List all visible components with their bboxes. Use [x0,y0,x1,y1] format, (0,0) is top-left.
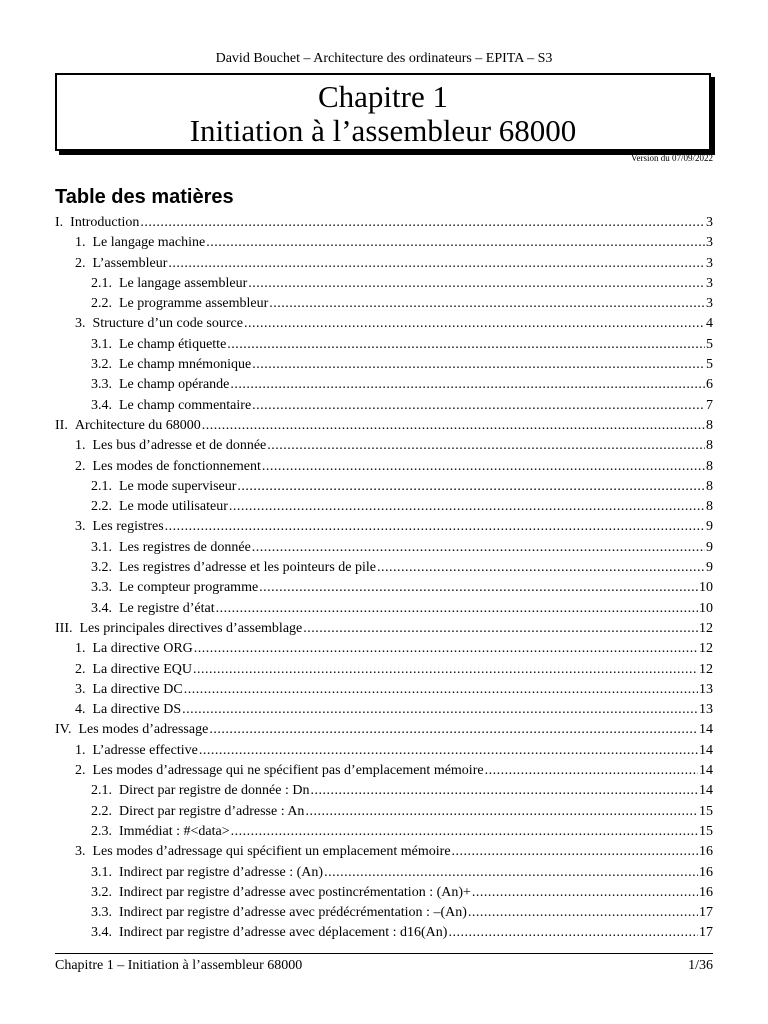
toc-entry-page: 8 [706,438,713,454]
toc-entry-page: 6 [706,377,713,393]
toc-leader-dots [193,660,698,680]
toc-entry-label [55,720,208,740]
toc-entry[interactable] [55,660,713,680]
toc-entry-page: 4 [706,316,713,332]
toc-leader-dots [206,233,705,253]
toc-entry-number: 3.2. [91,560,112,576]
toc-entry-text: Le champ opérande [119,377,230,393]
toc-entry[interactable] [55,335,713,355]
toc-entry-number: 4. [75,702,86,718]
toc-entry-text: Direct par registre d’adresse : An [119,803,305,819]
toc-entry-label [75,700,181,720]
toc-leader-dots [165,517,705,537]
toc-entry[interactable] [55,700,713,720]
toc-entry-label [75,436,266,456]
toc-leader-dots [452,842,698,862]
toc-entry[interactable] [55,517,713,537]
toc-entry[interactable] [55,436,713,456]
toc-leader-dots [485,761,698,781]
toc-entry-page: 3 [706,255,713,271]
toc-entry[interactable] [55,883,713,903]
toc-entry-page: 8 [706,417,713,433]
toc-entry-label [55,213,139,233]
toc-leader-dots [199,741,698,761]
toc-entry-text: La directive EQU [92,661,193,677]
toc-entry[interactable] [55,599,713,619]
toc-entry[interactable] [55,619,713,639]
toc-entry-label [75,639,193,659]
toc-entry-number: II. [55,417,68,433]
toc-leader-dots [227,335,705,355]
toc-entry-label [91,294,268,314]
toc-leader-dots [468,903,698,923]
toc-leader-dots [377,558,705,578]
toc-entry-number: 3.3. [91,905,112,921]
toc-entry-text: Les modes d’adressage qui spécifient un emplacement mémoire [92,844,451,860]
chapter-number: Chapitre 1 [318,79,448,114]
toc-entry-label [91,335,226,355]
toc-entry[interactable] [55,720,713,740]
toc-entry-page: 10 [699,600,713,616]
toc-entry[interactable] [55,375,713,395]
toc-entry-label [55,416,201,436]
toc-entry-text: La directive DS [92,702,182,718]
toc-entry-text: Le mode utilisateur [119,499,228,515]
toc-leader-dots [305,802,698,822]
toc-entry[interactable] [55,213,713,233]
toc-entry-number: 2.2. [91,296,112,312]
toc-entry-number: 3. [75,681,86,697]
toc-entry[interactable] [55,802,713,822]
toc-entry-page: 3 [706,275,713,291]
toc-leader-dots [202,416,705,436]
toc-entry-page: 14 [699,742,713,758]
toc-entry-text: Les bus d’adresse et de donnée [92,438,267,454]
toc-entry[interactable] [55,538,713,558]
toc-leader-dots [248,274,705,294]
toc-entry-number: 2. [75,458,86,474]
toc-entry-page: 9 [706,539,713,555]
toc-entry-label [75,761,484,781]
toc-entry[interactable] [55,761,713,781]
toc-entry-page: 14 [699,783,713,799]
toc-entry-text: Structure d’un code source [92,316,243,332]
toc-entry-label [75,741,198,761]
toc-entry-text: La directive ORG [92,641,193,657]
chapter-title: Initiation à l’assembleur 68000 [189,113,577,148]
toc-entry-label [91,599,215,619]
toc-entry-text: Les modes de fonctionnement [92,458,261,474]
toc-leader-dots [262,457,705,477]
toc-entry-text: Le champ commentaire [119,397,252,413]
toc-entry[interactable] [55,639,713,659]
toc-entry-page: 16 [699,844,713,860]
toc-entry[interactable] [55,863,713,883]
toc-entry-text: L’assembleur [92,255,168,271]
toc-entry[interactable] [55,680,713,700]
toc-entry-number: 2.2. [91,803,112,819]
toc-entry-page: 14 [699,722,713,738]
toc-entry-page: 15 [699,803,713,819]
version-note: Version du 07/09/2022 [631,153,713,163]
toc-entry[interactable] [55,254,713,274]
toc-leader-dots [216,599,698,619]
toc-entry-text: Direct par registre de donnée : Dn [119,783,310,799]
toc-leader-dots [310,781,698,801]
toc-entry-label [91,355,251,375]
toc-entry[interactable] [55,578,713,598]
toc-entry-number: 2. [75,661,86,677]
toc-leader-dots [140,213,705,233]
toc-entry-label [91,781,309,801]
toc-entry-label [91,883,471,903]
toc-entry-label [91,923,447,943]
footer-divider [55,953,713,954]
running-header: David Bouchet – Architecture des ordinateurs – EPITA – S3 [215,51,553,66]
toc-entry[interactable] [55,477,713,497]
toc-entry-text: Indirect par registre d’adresse avec déplacement : d16(An) [119,925,448,941]
toc-entry[interactable] [55,497,713,517]
toc-entry-label [91,558,376,578]
toc-entry-number: 3.4. [91,925,112,941]
toc-entry-label [91,538,251,558]
toc-leader-dots [209,720,698,740]
toc-entry-page: 17 [699,925,713,941]
footer-chapter-title: Chapitre 1 – Initiation à l’assembleur 68000 [55,958,303,973]
toc-entry-text: Les principales directives d’assemblage [79,620,303,636]
toc-entry[interactable] [55,294,713,314]
toc-entry-page: 3 [706,235,713,251]
toc-entry-number: 3.2. [91,357,112,373]
toc-entry-text: Les registres d’adresse et les pointeurs de pile [119,560,376,576]
toc-entry-text: L’adresse effective [92,742,198,758]
toc-entry-page: 13 [699,702,713,718]
toc-entry-page: 8 [706,499,713,515]
toc-leader-dots [252,538,705,558]
toc-entry-text: Le compteur programme [119,580,259,596]
toc-entry-text: Les modes d’adressage qui ne spécifient pas d’emplacement mémoire [92,763,484,779]
toc-entry-number: 3. [75,519,86,535]
toc-entry-page: 3 [706,296,713,312]
toc-leader-dots [267,436,705,456]
toc-leader-dots [259,578,698,598]
toc-entry-label [91,578,258,598]
toc-entry-text: Architecture du 68000 [74,417,201,433]
toc-entry-page: 9 [706,519,713,535]
toc-entry-label [91,863,323,883]
toc-leader-dots [230,375,705,395]
toc-entry-number: 2.2. [91,499,112,515]
toc-leader-dots [229,497,705,517]
toc-entry-text: Indirect par registre d’adresse avec postincrémentation : (An)+ [119,884,471,900]
toc-entry-label [75,233,205,253]
toc-entry-page: 15 [699,823,713,839]
toc-leader-dots [231,822,698,842]
toc-entry-number: 1. [75,641,86,657]
toc-entry[interactable] [55,355,713,375]
toc-entry-text: Introduction [70,215,140,230]
toc-entry-number: 2. [75,763,86,779]
toc-entry[interactable] [55,233,713,253]
toc-entry-label [75,660,192,680]
toc-entry-label [91,822,230,842]
toc-leader-dots [269,294,705,314]
toc-entry-text: Les modes d’adressage [78,722,209,738]
toc-entry-number: III. [55,620,73,636]
toc-entry-number: 2.3. [91,823,112,839]
toc-entry-label [91,396,251,416]
toc-entry-page: 8 [706,458,713,474]
toc-entry-page: 10 [699,580,713,596]
toc-entry-number: IV. [55,722,72,738]
toc-entry-number: 1. [75,742,86,758]
toc-entry-page: 12 [699,620,713,636]
toc-entry-page: 12 [699,661,713,677]
toc-entry-number: 3.1. [91,539,112,555]
toc-entry-number: 3.4. [91,600,112,616]
toc-entry-number: 2.1. [91,275,112,291]
toc-leader-dots [237,477,705,497]
toc-leader-dots [184,680,698,700]
toc-entry-label [91,497,228,517]
toc-entry-number: 1. [75,438,86,454]
toc-entry-text: Le programme assembleur [119,296,269,312]
toc-entry-label [75,254,167,274]
toc-entry[interactable] [55,842,713,862]
toc-entry[interactable] [55,558,713,578]
page-number: 1/36 [688,958,713,973]
toc-entry-page: 12 [699,641,713,657]
toc-entry-label [75,457,261,477]
toc-entry[interactable] [55,923,713,943]
toc-leader-dots [324,863,698,883]
toc-entry-number: 3.4. [91,397,112,413]
toc-entry[interactable] [55,822,713,842]
toc-entry-number: 3. [75,844,86,860]
toc-leader-dots [252,396,705,416]
toc-entry-number: 1. [75,235,86,251]
toc-heading: Table des matières [55,186,234,208]
toc-entry[interactable] [55,416,713,436]
toc-entry-text: Immédiat : #<data> [119,823,230,839]
toc-entry-page: 8 [706,478,713,494]
toc-entry[interactable] [55,396,713,416]
toc-entry[interactable] [55,457,713,477]
toc-entry-page: 7 [706,397,713,413]
table-of-contents [55,213,713,944]
toc-entry-label [75,842,451,862]
toc-entry-page: 16 [699,884,713,900]
toc-entry-label [55,619,302,639]
toc-entry-number: 3.3. [91,377,112,393]
toc-leader-dots [194,639,698,659]
toc-entry-text: Les registres [92,519,164,535]
toc-entry-label [75,517,164,537]
toc-entry-label [91,477,236,497]
toc-entry-number: 3.1. [91,864,112,880]
toc-entry-number: I. [55,215,64,230]
toc-entry-page: 16 [699,864,713,880]
chapter-title-box [55,73,711,151]
toc-entry-label [75,680,183,700]
toc-entry-text: Le mode superviseur [119,478,237,494]
toc-entry-page: 9 [706,560,713,576]
toc-entry-number: 3.2. [91,884,112,900]
toc-entry-number: 3.3. [91,580,112,596]
toc-entry-text: Indirect par registre d’adresse avec prédécrémentation : –(An) [119,905,467,921]
toc-entry[interactable] [55,314,713,334]
toc-entry-page: 5 [706,336,713,352]
toc-leader-dots [448,923,698,943]
toc-leader-dots [244,314,705,334]
toc-leader-dots [252,355,705,375]
toc-entry-number: 2.1. [91,783,112,799]
toc-entry-text: Le langage assembleur [119,275,248,291]
toc-entry-text: Les registres de donnée [119,539,251,555]
toc-entry-page: 13 [699,681,713,697]
toc-entry[interactable] [55,781,713,801]
toc-entry-number: 3. [75,316,86,332]
toc-entry[interactable] [55,903,713,923]
toc-entry-text: Le champ mnémonique [119,357,252,373]
toc-leader-dots [472,883,698,903]
toc-entry-number: 2. [75,255,86,271]
toc-leader-dots [303,619,698,639]
toc-entry-label [91,274,247,294]
toc-entry[interactable] [55,741,713,761]
toc-leader-dots [168,254,705,274]
toc-entry-number: 3.1. [91,336,112,352]
toc-entry-label [91,802,304,822]
toc-entry-text: Le champ étiquette [119,336,227,352]
toc-entry-text: Le langage machine [92,235,206,251]
toc-entry-page: 3 [706,215,713,230]
toc-entry-label [75,314,243,334]
toc-entry-page: 5 [706,357,713,373]
toc-entry-text: Indirect par registre d’adresse : (An) [119,864,324,880]
toc-entry[interactable] [55,274,713,294]
toc-leader-dots [182,700,698,720]
toc-entry-text: Le registre d’état [119,600,215,616]
toc-entry-number: 2.1. [91,478,112,494]
toc-entry-label [91,903,467,923]
toc-entry-page: 14 [699,763,713,779]
toc-entry-text: La directive DC [92,681,183,697]
toc-entry-page: 17 [699,905,713,921]
toc-entry-label [91,375,229,395]
